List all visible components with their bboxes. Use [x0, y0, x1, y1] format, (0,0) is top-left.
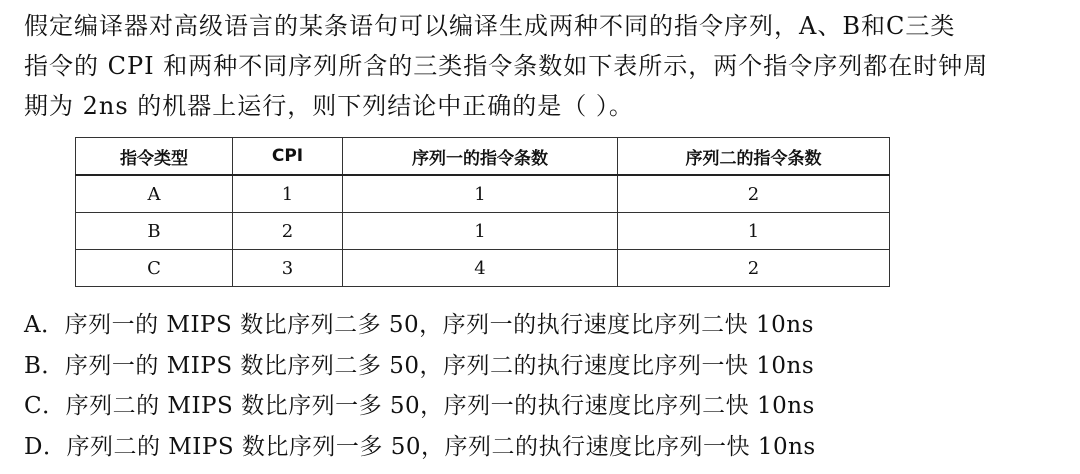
answer-options	[24, 305, 1064, 467]
instruction-table	[75, 137, 890, 287]
table-cell: 1	[343, 175, 618, 213]
header-instruction-type: 指令类型	[76, 138, 233, 176]
header-cpi: CPI	[233, 138, 343, 176]
table-header-row	[76, 138, 890, 176]
question-line: 期为 2ns 的机器上运行，则下列结论中正确的是（ ）。	[24, 92, 634, 120]
table-cell: 4	[343, 250, 618, 287]
table-cell: B	[76, 213, 233, 250]
table-cell: 2	[233, 213, 343, 250]
option-b[interactable]: B．序列一的 MIPS 数比序列二多 50，序列二的执行速度比序列一快 10ns	[24, 352, 815, 379]
table-cell: 2	[618, 175, 890, 213]
table-cell: 3	[233, 250, 343, 287]
table-row	[76, 175, 890, 213]
table-cell: 1	[618, 213, 890, 250]
header-sequence-one-count: 序列一的指令条数	[343, 138, 618, 176]
table-cell: A	[76, 175, 233, 213]
option-a[interactable]: A．序列一的 MIPS 数比序列二多 50，序列一的执行速度比序列二快 10ns	[24, 312, 814, 338]
header-sequence-two-count: 序列二的指令条数	[618, 138, 890, 176]
table-row	[76, 250, 890, 287]
table-row	[76, 213, 890, 250]
option-c[interactable]: C．序列二的 MIPS 数比序列一多 50，序列一的执行速度比序列二快 10ns	[24, 393, 815, 419]
option-d[interactable]: D．序列二的 MIPS 数比序列一多 50，序列二的执行速度比序列一快 10ns	[24, 433, 816, 460]
table-cell: 1	[343, 213, 618, 250]
table-cell: 2	[618, 250, 890, 287]
table-cell: 1	[233, 175, 343, 213]
question-line: 假定编译器对高级语言的某条语句可以编译生成两种不同的指令序列，A、B和C三类	[24, 12, 956, 40]
question-text	[24, 6, 1064, 126]
question-line: 指令的 CPI 和两种不同序列所含的三类指令条数如下表所示，两个指令序列都在时钟周	[24, 52, 989, 80]
table-cell: C	[76, 250, 233, 287]
